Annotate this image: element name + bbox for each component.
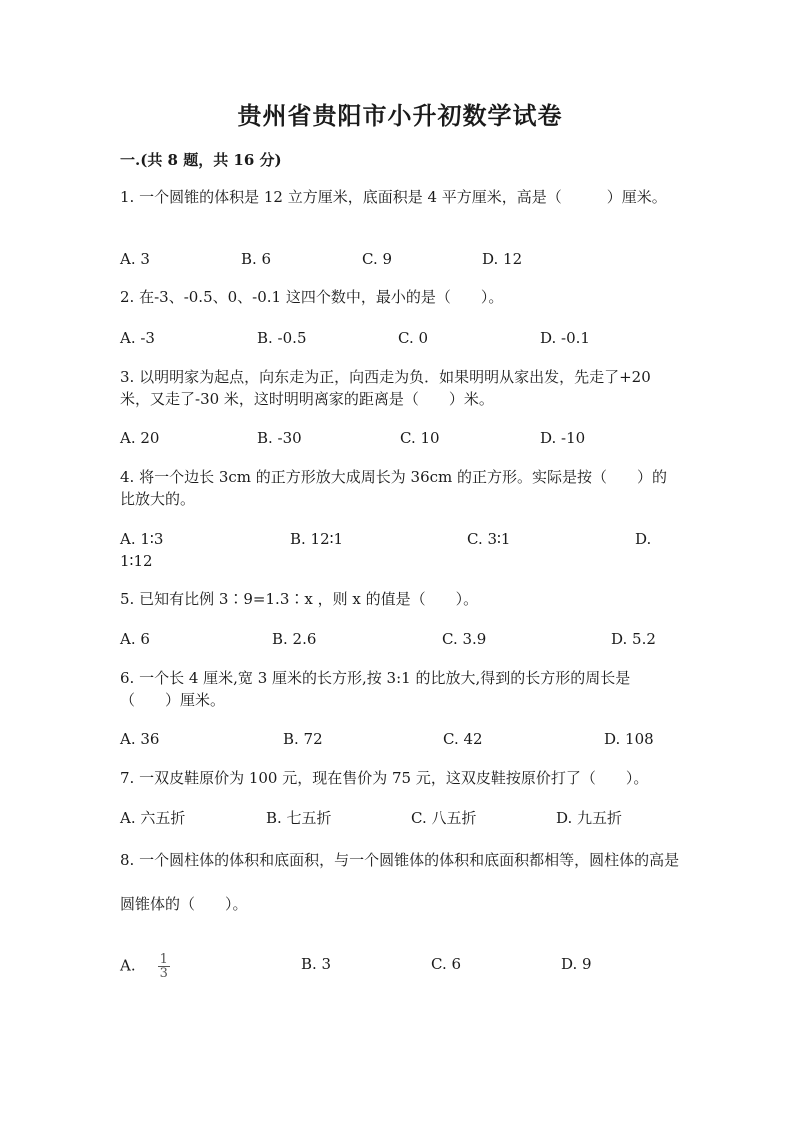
q7-option-b: B. 七五折 bbox=[266, 809, 332, 827]
question-3: 3. 以明明家为起点，向东走为正，向西走为负．如果明明从家出发，先走了+20 米，又走了-30 米，这时明明离家的距离是（ ）米。 bbox=[120, 368, 651, 408]
section-heading: 一.(共 8 题，共 16 分) bbox=[120, 151, 282, 169]
q8-option-a-label: A. bbox=[120, 956, 136, 975]
q7-option-a: A. 六五折 bbox=[120, 809, 186, 827]
question-1: 1. 一个圆锥的体积是 12 立方厘米，底面积是 4 平方厘米，高是（ ）厘米。 bbox=[120, 188, 667, 206]
q1-option-d: D. 12 bbox=[482, 250, 523, 268]
q3-option-d: D. -10 bbox=[540, 429, 586, 447]
q2-option-b: B. -0.5 bbox=[257, 329, 307, 347]
q8-option-b: B. 3 bbox=[301, 955, 332, 973]
q3-option-c: C. 10 bbox=[400, 429, 440, 447]
q4-option-b: B. 12∶1 bbox=[290, 530, 344, 548]
q5-option-d: D. 5.2 bbox=[611, 630, 656, 648]
question-2: 2. 在-3、-0.5、0、-0.1 这四个数中，最小的是（ ）。 bbox=[120, 288, 504, 306]
q3-option-b: B. -30 bbox=[257, 429, 302, 447]
q4-option-a: A. 1∶3 bbox=[120, 530, 164, 548]
q7-option-d: D. 九五折 bbox=[556, 809, 623, 827]
question-8: 8. 一个圆柱体的体积和底面积，与一个圆锥体的体积和底面积都相等，圆柱体的高是圆锥体的（ ）。 bbox=[120, 851, 680, 913]
q6-option-a: A. 36 bbox=[120, 730, 160, 748]
question-5: 5. 已知有比例 3∶9=1.3∶x ，则 x 的值是（ ）。 bbox=[120, 590, 479, 608]
q1-option-c: C. 9 bbox=[362, 250, 393, 268]
fraction-numerator: 1 bbox=[159, 952, 168, 967]
q4-option-c: C. 3∶1 bbox=[467, 530, 511, 548]
q8-option-c: C. 6 bbox=[431, 955, 462, 973]
q5-option-b: B. 2.6 bbox=[272, 630, 317, 648]
question-6: 6. 一个长 4 厘米,宽 3 厘米的长方形,按 3:1 的比放大,得到的长方形的周长是（ ）厘米。 bbox=[120, 669, 631, 709]
q5-option-c: C. 3.9 bbox=[442, 630, 487, 648]
q7-option-c: C. 八五折 bbox=[411, 809, 477, 827]
q2-option-d: D. -0.1 bbox=[540, 329, 590, 347]
q8-option-d: D. 9 bbox=[561, 955, 592, 973]
q6-option-c: C. 42 bbox=[443, 730, 483, 748]
q1-option-a: A. 3 bbox=[120, 250, 150, 268]
q1-option-b: B. 6 bbox=[241, 250, 272, 268]
q8-option-a bbox=[120, 953, 170, 980]
q6-option-d: D. 108 bbox=[604, 730, 654, 748]
q2-option-c: C. 0 bbox=[398, 329, 429, 347]
question-4: 4. 将一个边长 3cm 的正方形放大成周长为 36cm 的正方形。实际是按（ ）的比放大的。 bbox=[120, 468, 668, 508]
q3-option-a: A. 20 bbox=[120, 429, 160, 447]
q5-option-a: A. 6 bbox=[120, 630, 150, 648]
fraction-denominator: 3 bbox=[159, 966, 168, 981]
q4-option-d: D. 1∶12 bbox=[120, 530, 652, 570]
q6-option-b: B. 72 bbox=[283, 730, 323, 748]
q2-option-a: A. -3 bbox=[120, 329, 155, 347]
fraction-one-third bbox=[158, 953, 170, 980]
question-7: 7. 一双皮鞋原价为 100 元，现在售价为 75 元，这双皮鞋按原价打了（ ）。 bbox=[120, 769, 649, 787]
page-title: 贵州省贵阳市小升初数学试卷 bbox=[237, 101, 563, 130]
